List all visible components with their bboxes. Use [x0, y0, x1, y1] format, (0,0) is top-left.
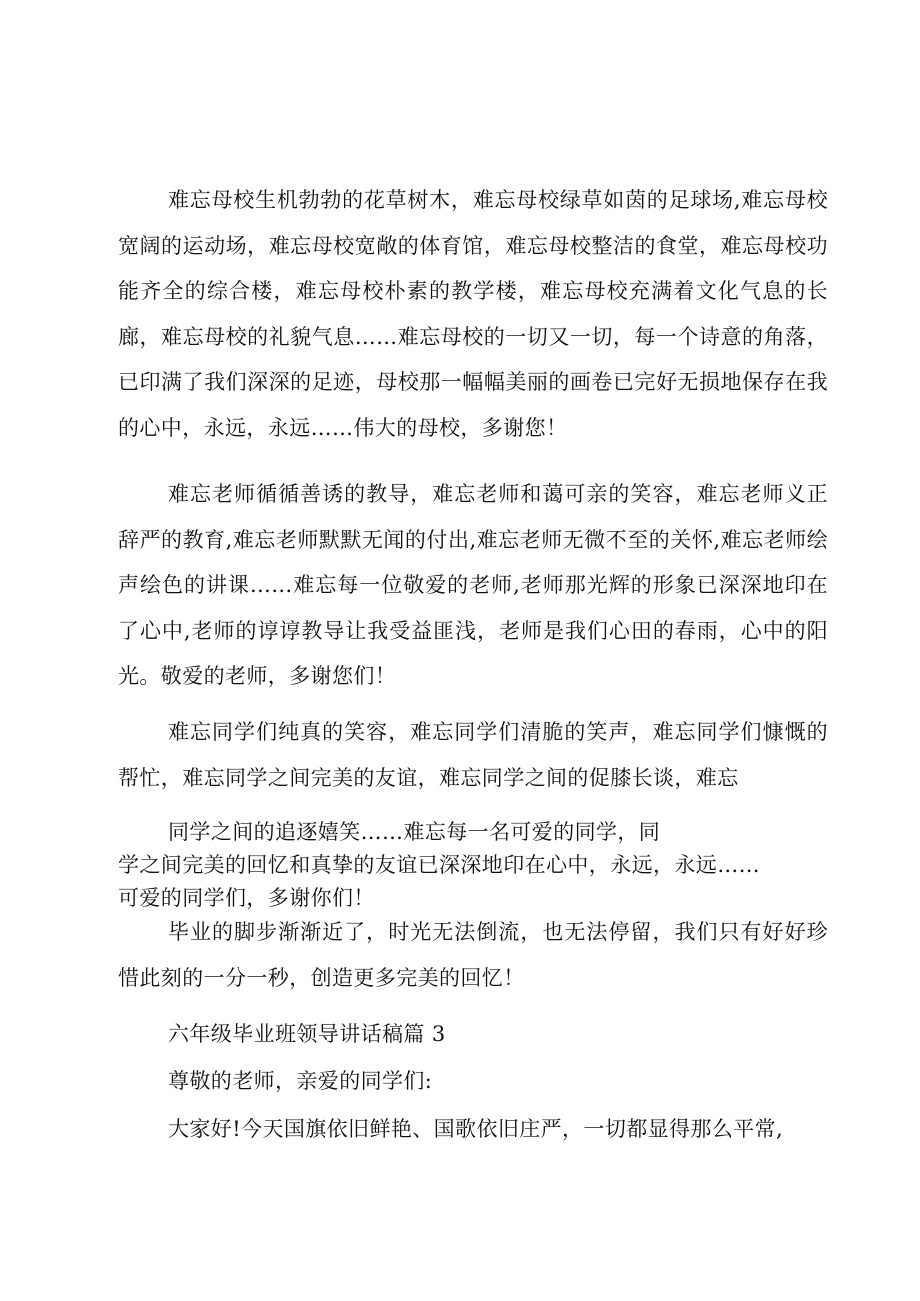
paragraph-teachers: 难忘老师循循善诱的教导，难忘老师和蔼可亲的笑容，难忘老师义正辞严的教育,难忘老师默默无闻的付出,难忘老师无微不至的关怀,难忘老师绘声绘色的讲课……难忘每一位敬爱的老师,老师那光辉的形象已深深地印在了心中,老师的谆谆教导让我受益匪浅，老师是我们心田的春雨，心中的阳光。敬爱的老师，多谢您们！ [118, 482, 828, 688]
paragraph-classmates: 难忘同学们纯真的笑容，难忘同学们清脆的笑声，难忘同学们慷慨的帮忙，难忘同学之间完美的友谊，难忘同学之间的促膝长谈，难忘 [118, 720, 828, 790]
salutation: 尊敬的老师，亲爱的同学们: [168, 1069, 433, 1093]
text-line: 学之间完美的回忆和真挚的友谊已深深地印在心中，永远，永远…… [118, 853, 760, 877]
text-line: 同学之间的追逐嬉笑……难忘每一名可爱的同学，同 [168, 820, 661, 844]
speech-opening-line: 大家好!今天国旗依旧鲜艳、国歌依旧庄严，一切都显得那么平常, [168, 1117, 784, 1141]
paragraph-graduation: 毕业的脚步渐渐近了，时光无法倒流，也无法停留，我们只有好好珍惜此刻的一分一秒，创造更多完美的回忆！ [118, 920, 828, 990]
section-title: 六年级毕业班领导讲话稿篇 3 [168, 1022, 446, 1046]
paragraph-classmates-continued [118, 816, 828, 915]
paragraph-alma-mater: 难忘母校生机勃勃的花草树木，难忘母校绿草如茵的足球场,难忘母校宽阔的运动场，难忘母校宽敞的体育馆，难忘母校整洁的食堂，难忘母校功能齐全的综合楼，难忘母校朴素的教学楼，难忘母校充满着文化气息的长廊，难忘母校的礼貌气息……难忘母校的一切又一切，每一个诗意的角落，已印满了我们深深的足迹，母校那一幅幅美丽的画卷已完好无损地保存在我的心中，永远，永远……伟大的母校，多谢您！ [118, 188, 828, 440]
text-line: 可爱的同学们，多谢你们！ [118, 886, 375, 910]
